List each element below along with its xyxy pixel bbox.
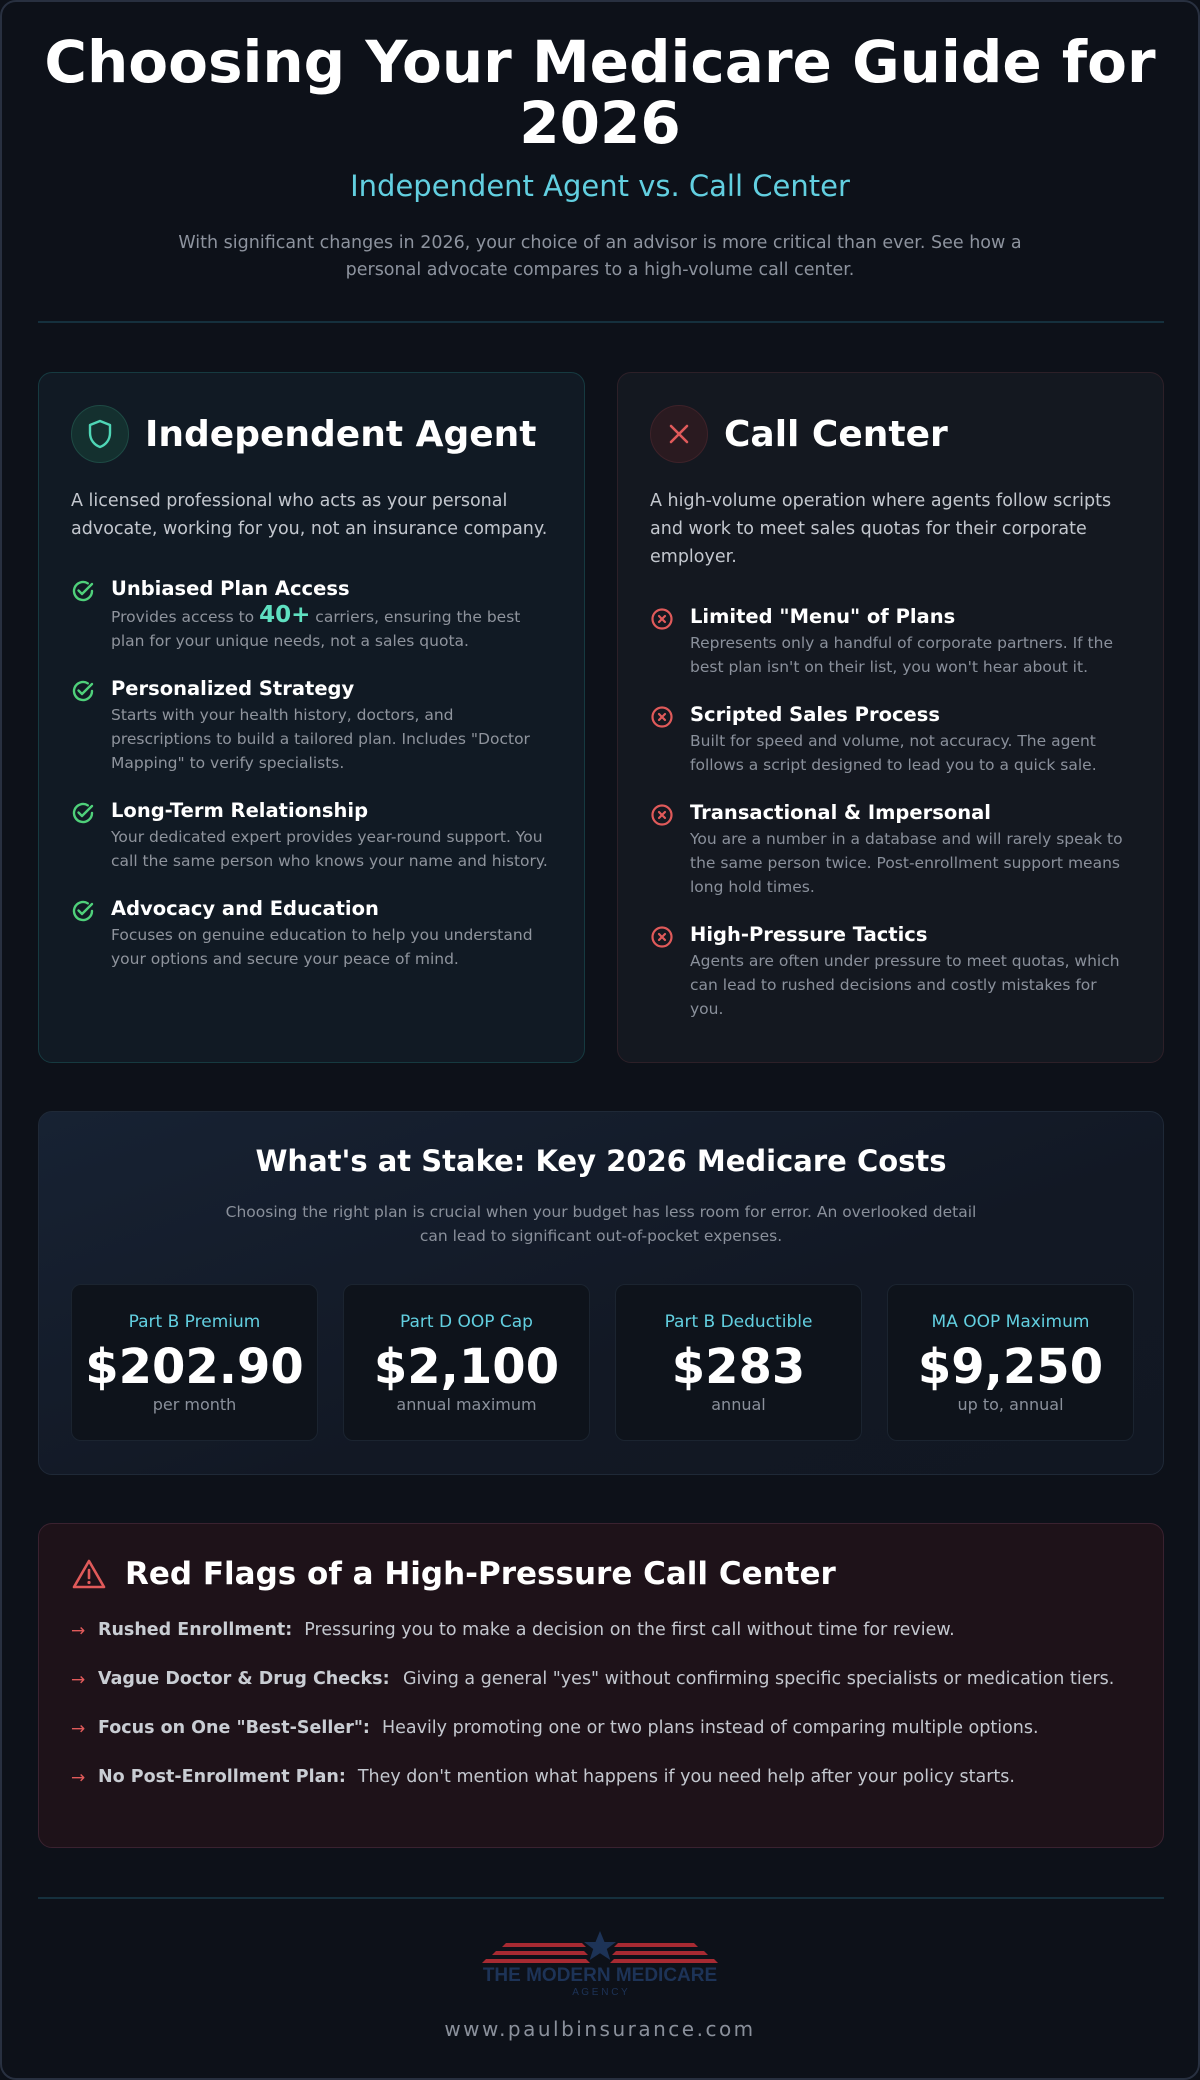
flag-title: Vague Doctor & Drug Checks:: [98, 1669, 390, 1689]
center-card-title: Call Center: [724, 413, 948, 455]
flag-text: They don't mention what happens if you need help after your policy starts.: [357, 1767, 1015, 1787]
header: [2, 2, 1198, 284]
bottom-divider: [38, 1897, 1164, 1899]
check-circle-icon: [71, 899, 95, 923]
center-feature-list: [650, 605, 1131, 1021]
logo-subtext: A G E N C Y: [572, 1987, 628, 1998]
agent-card-title: Independent Agent: [145, 413, 537, 455]
stat-label: Part B Premium: [128, 1312, 261, 1332]
costs-section-description: Choosing the right plan is crucial when your budget has less room for error. An overlooked detail can lead to significant out-of-pocket expenses.: [225, 1203, 977, 1245]
list-item: [71, 1714, 1131, 1743]
stat-label: MA OOP Maximum: [931, 1312, 1090, 1332]
stat-caption: up to, annual: [957, 1395, 1064, 1414]
feature-description: Agents are often under pressure to meet quotas, which can lead to rushed decisions and costly mistakes for you.: [690, 952, 1120, 1018]
agent-card-description: A licensed professional who acts as your personal advocate, working for you, not an insurance company.: [71, 491, 548, 539]
feature-title: Advocacy and Education: [111, 897, 379, 920]
cost-stat-row: [71, 1284, 1134, 1441]
stat-card-ma-oop-maximum: [887, 1284, 1134, 1441]
stat-card-part-b-deductible: [615, 1284, 862, 1441]
feature-title: Unbiased Plan Access: [111, 577, 350, 600]
feature-description-start: Provides access to: [111, 608, 260, 626]
feature-description: [111, 603, 552, 653]
stat-value: $283: [671, 1339, 806, 1395]
arrow-right-icon: →: [71, 1621, 86, 1641]
red-flags-header: [71, 1556, 1131, 1592]
feature-description: Starts with your health history, doctors, and prescriptions to build a tailored plan. Includes "Doctor Mapping" to verify specialists.: [111, 706, 530, 772]
page-title: Choosing Your Medicare Guide for 2026: [44, 28, 1156, 157]
arrow-right-icon: →: [71, 1719, 86, 1739]
feature-title: Scripted Sales Process: [690, 703, 940, 726]
red-flags-section: [38, 1523, 1164, 1848]
x-icon: [650, 405, 708, 463]
list-item: [650, 801, 1131, 899]
carrier-count-highlight: 40+: [259, 602, 311, 628]
stat-caption: annual: [711, 1395, 766, 1414]
agent-card-header: [71, 405, 552, 463]
website-url: www.paulbinsurance.com: [444, 2017, 756, 2041]
list-item: [71, 1665, 1131, 1694]
feature-title: Long-Term Relationship: [111, 799, 369, 822]
flag-text: Heavily promoting one or two plans instead of comparing multiple options.: [381, 1718, 1039, 1738]
list-item: [71, 577, 552, 653]
red-flags-title: Red Flags of a High-Pressure Call Center: [125, 1556, 836, 1592]
center-card-description: A high-volume operation where agents follow scripts and work to meet sales quotas for their corporate employer.: [650, 491, 1112, 567]
x-circle-icon: [650, 607, 674, 631]
flag-title: No Post-Enrollment Plan:: [98, 1767, 346, 1787]
list-item: [71, 799, 552, 873]
top-divider: [38, 321, 1164, 323]
independent-agent-card: [38, 372, 585, 1063]
center-card-header: [650, 405, 1131, 463]
intro-text: With significant changes in 2026, your choice of an advisor is more critical than ever. See how a personal advocate compares to a high-volume call center.: [178, 233, 1022, 280]
feature-description: You are a number in a database and will rarely speak to the same person twice. Post-enrollment support means long hold times.: [690, 830, 1123, 896]
footer: [2, 1929, 1198, 2041]
feature-title: Transactional & Impersonal: [690, 801, 991, 824]
check-circle-icon: [71, 801, 95, 825]
stat-card-part-b-premium: [71, 1284, 318, 1441]
x-circle-icon: [650, 925, 674, 949]
feature-description: Focuses on genuine education to help you understand your options and secure your peace of mind.: [111, 926, 533, 968]
list-item: [650, 923, 1131, 1021]
agent-feature-list: [71, 577, 552, 971]
arrow-right-icon: →: [71, 1768, 86, 1788]
stat-caption: annual maximum: [396, 1395, 537, 1414]
medicare-costs-section: [38, 1111, 1164, 1475]
stat-value: $2,100: [373, 1339, 560, 1395]
feature-description: Built for speed and volume, not accuracy. The agent follows a script designed to lead you to a quick sale.: [690, 732, 1097, 774]
stat-label: Part B Deductible: [664, 1312, 813, 1332]
feature-description: Your dedicated expert provides year-round support. You call the same person who knows your name and history.: [111, 828, 548, 870]
list-item: [71, 677, 552, 775]
check-circle-icon: [71, 679, 95, 703]
x-circle-icon: [650, 803, 674, 827]
stat-label: Part D OOP Cap: [400, 1312, 533, 1332]
list-item: [71, 1616, 1131, 1645]
list-item: [71, 1763, 1131, 1792]
feature-title: Personalized Strategy: [111, 677, 355, 700]
red-flags-list: [71, 1616, 1131, 1792]
agency-logo: [480, 1929, 720, 2001]
shield-icon: [71, 405, 129, 463]
stat-caption: per month: [152, 1395, 237, 1414]
x-circle-icon: [650, 705, 674, 729]
list-item: [650, 703, 1131, 777]
stat-card-part-d-oop-cap: [343, 1284, 590, 1441]
feature-description-end: carriers, ensuring the best plan for your unique needs, not a sales quota.: [111, 608, 521, 650]
feature-title: High-Pressure Tactics: [690, 923, 928, 946]
check-circle-icon: [71, 579, 95, 603]
costs-section-title: What's at Stake: Key 2026 Medicare Costs: [255, 1144, 947, 1178]
feature-title: Limited "Menu" of Plans: [690, 605, 956, 628]
arrow-right-icon: →: [71, 1670, 86, 1690]
stat-value: $202.90: [85, 1339, 304, 1395]
list-item: [71, 897, 552, 971]
feature-description: Represents only a handful of corporate partners. If the best plan isn't on their list, you won't hear about it.: [690, 634, 1113, 676]
page-subtitle: Independent Agent vs. Call Center: [350, 169, 850, 203]
stat-value: $9,250: [917, 1339, 1104, 1395]
flag-title: Rushed Enrollment:: [98, 1620, 293, 1640]
flag-text: Pressuring you to make a decision on the first call without time for review.: [304, 1620, 955, 1640]
list-item: [650, 605, 1131, 679]
call-center-card: [617, 372, 1164, 1063]
flag-title: Focus on One "Best-Seller":: [98, 1718, 370, 1738]
flag-text: Giving a general "yes" without confirming specific specialists or medication tiers.: [403, 1669, 1115, 1689]
logo-text: THE MODERN MEDICARE: [482, 1965, 718, 1986]
warning-triangle-icon: [71, 1558, 107, 1590]
